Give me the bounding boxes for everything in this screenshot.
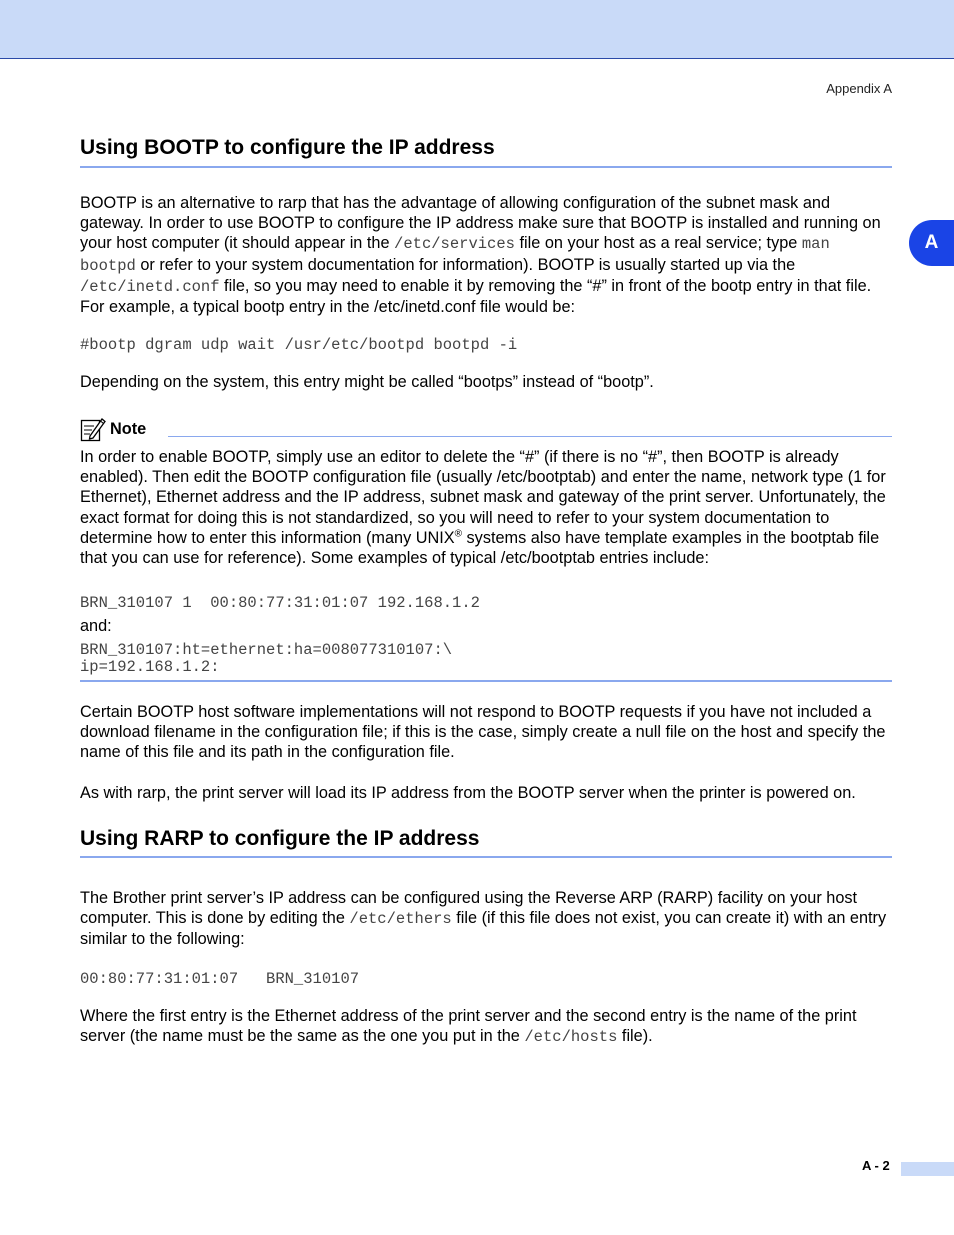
paragraph: Certain BOOTP host software implementations will not respond to BOOTP requests if you have not included a download filename in the configuration file; if this is the case, simply create a null file on the host and specify the name of this file and its path in the configuration file. bbox=[80, 703, 886, 762]
section-rule bbox=[80, 856, 892, 858]
chapter-tab: A bbox=[909, 220, 954, 266]
code-block: #bootp dgram udp wait /usr/etc/bootpd bootpd -i bbox=[80, 336, 518, 354]
paragraph: As with rarp, the print server will load its IP address from the BOOTP server when the printer is powered on. bbox=[80, 784, 856, 802]
section-title-bootp: Using BOOTP to configure the IP address bbox=[80, 136, 495, 159]
code-block: BRN_310107 1 00:80:77:31:01:07 192.168.1.2 bbox=[80, 594, 480, 612]
section-title-rarp: Using RARP to configure the IP address bbox=[80, 827, 480, 850]
paragraph: Depending on the system, this entry might be called “bootps” instead of “bootp”. bbox=[80, 373, 654, 391]
note-pencil-icon bbox=[80, 416, 106, 442]
note-heading bbox=[80, 416, 146, 442]
paragraph: The Brother print server’s IP address can be configured using the Reverse ARP (RARP) facility on your host computer. This is done by editing the /etc/ethers file (if this file does not exist, you can create it) with an entry similar to the following: bbox=[80, 889, 887, 949]
code-block: 00:80:77:31:01:07 BRN_310107 bbox=[80, 970, 360, 988]
page-tab bbox=[901, 1162, 954, 1176]
note-end-rule bbox=[80, 680, 892, 682]
note-text: In order to enable BOOTP, simply use an editor to delete the “#” (if there is no “#”, then BOOTP is already enabled). Then edit the BOOTP configuration file (usually /etc/bootptab) and enter the name, network type (1 for Ethernet), Ethernet address and the IP address, subnet mask and gateway of the print server. Unfortunately, the exact format for doing this is not standardized, so you will need to refer to your system documentation to determine how to enter this information (many UNIX® systems also have template examples in the bootptab file that you can use for reference). Some examples of typical /etc/bootptab entries include: bbox=[80, 448, 886, 568]
paragraph: and: bbox=[80, 617, 112, 635]
note-rule bbox=[168, 436, 892, 437]
note-label: Note bbox=[110, 419, 147, 438]
running-head: Appendix A bbox=[826, 81, 892, 96]
code-block: BRN_310107:ht=ethernet:ha=008077310107:\ ip=192.168.1.2: bbox=[80, 641, 453, 676]
page-number: A - 2 bbox=[862, 1158, 890, 1173]
section-rule bbox=[80, 166, 892, 168]
paragraph: Where the first entry is the Ethernet address of the print server and the second entry is the name of the print server (the name must be the same as the one you put in the /etc/hosts file). bbox=[80, 1007, 857, 1047]
header-band bbox=[0, 0, 954, 59]
paragraph: BOOTP is an alternative to rarp that has the advantage of allowing configuration of the subnet mask and gateway. In order to use BOOTP to configure the IP address make sure that BOOTP is installed and running on your host computer (it should appear in the /etc/services file on your host as a real service; type man bootpd or refer to your system documentation for information). BOOTP is usually started up via the /etc/inetd.conf file, so you may need to enable it by removing the “#” in front of the bootp entry in that file. For example, a typical bootp entry in the /etc/inetd.conf file would be: bbox=[80, 194, 881, 317]
